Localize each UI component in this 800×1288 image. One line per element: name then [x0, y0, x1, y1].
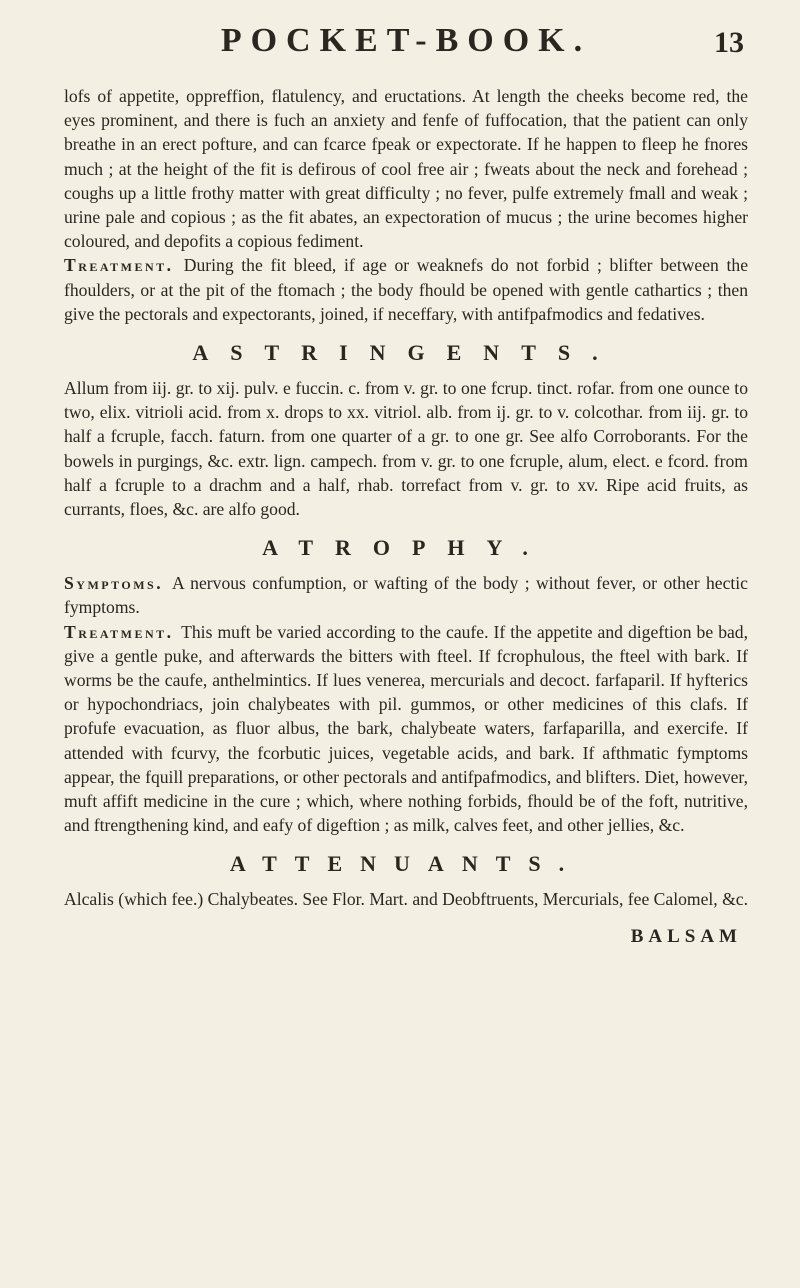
- paragraph-attenuants: [64, 887, 748, 911]
- page-number: 13: [714, 26, 744, 59]
- paragraph-asthma-treatment: [64, 253, 748, 326]
- section-asthma-continued: [64, 84, 748, 326]
- paragraph-text: Allum from iij. gr. to xij. pulv. e fuccin. c. from v. gr. to one fcrup. tinct. rofar. from one ounce to two, elix. vitrioli acid. from x. drops to xx. vitriol. alb. from ij. gr. to v. colcothar. from iij. gr. to half a fcruple, facch. faturn. from one quarter of a gr. to one gr. See alfo Corroborants. For the bowels in purgings, &c. extr. lign. campech. from v. gr. to one fcruple, alum, elect. e fcord. from half a fcruple to a drachm and a half, rhab. torrefact from v. gr. to xv. Ripe acid fruits, as currants, floes, &c. are alfo good.: [64, 378, 748, 520]
- section-attenuants: [64, 851, 748, 911]
- paragraph-text: lofs of appetite, oppreffion, flatulency, and eructations. At length the cheeks become red, the eyes prominent, and there is fuch an anxiety and fenfe of fuffocation, that the patient can only breathe in an erect pofture, and can fcarce fpeak or expectorate. If he happen to fleep he fnores much ; at the height of the fit is defirous of cool free air ; fweats about the neck and forehead ; coughs up a little frothy matter with great difficulty ; no fever, pulfe extremely fmall and weak ; urine pale and copious ; as the fit abates, an expectoration of mucus ; the urine becomes higher coloured, and depofits a copious fediment.: [64, 86, 748, 252]
- running-title: POCKET-BOOK.: [220, 22, 592, 59]
- catchword: BALSAM: [630, 925, 742, 947]
- section-heading-attenuants: ATTENUANTS.: [229, 851, 583, 877]
- paragraph-astringents: [64, 376, 748, 521]
- paragraph-text: During the fit bleed, if age or weaknefs do not forbid ; blifter between the fhoulders, or at the pit of the ftomach ; the body fhould be opened with gentle cathartics ; then give the pectorals and expectorants, joined, if neceffary, with antifpafmodics and fedatives.: [64, 255, 748, 324]
- section-heading-astringents: ASTRINGENTS.: [192, 340, 620, 366]
- paragraph-asthma-symptoms: [64, 84, 748, 253]
- paragraph-lead: Symptoms.: [64, 573, 164, 594]
- paragraph-atrophy-treatment: [64, 620, 748, 838]
- paragraph-text: This muft be varied according to the caufe. If the appetite and digeftion be bad, give a gentle puke, and afterwards the bitters with fteel. If fcrophulous, the fteel with bark. If worms be the caufe, anthelmintics. If lues venerea, mercurials and decoct. farfaparil. If hyfterics or hypochondriacs, join chalybeates with pil. gummos, or other medicines of this clafs. If profufe evacuation, as fluor albus, the bark, chalybeate waters, farfaparilla, and exercife. If attended with fcurvy, the fcorbutic juices, vegetable acids, and bark. If afthmatic fymptoms appear, the fquill preparations, or other pectorals and antifpafmodics, and blifters. Diet, however, muft affift medicine in the cure ; which, where nothing forbids, fhould be of the foft, nutritive, and ftrengthening kind, and eafy of digeftion ; as milk, calves feet, and other jellies, &c.: [64, 621, 748, 836]
- section-heading-atrophy: ATROPHY.: [262, 535, 550, 561]
- paragraph-lead: Treatment.: [64, 621, 174, 642]
- paragraph-atrophy-symptoms: [64, 571, 748, 619]
- section-atrophy: [64, 535, 748, 837]
- paragraph-text: Alcalis (which fee.) Chalybeates. See Flor. Mart. and Deobftruents, Mercurials, fee Calomel, &c.: [64, 889, 748, 910]
- section-astringents: [64, 340, 748, 521]
- paragraph-lead: Treatment.: [64, 255, 174, 276]
- running-head: [64, 22, 748, 84]
- paragraph-text: A nervous confumption, or wafting of the body ; without fever, or other hectic fymptoms.: [64, 573, 748, 618]
